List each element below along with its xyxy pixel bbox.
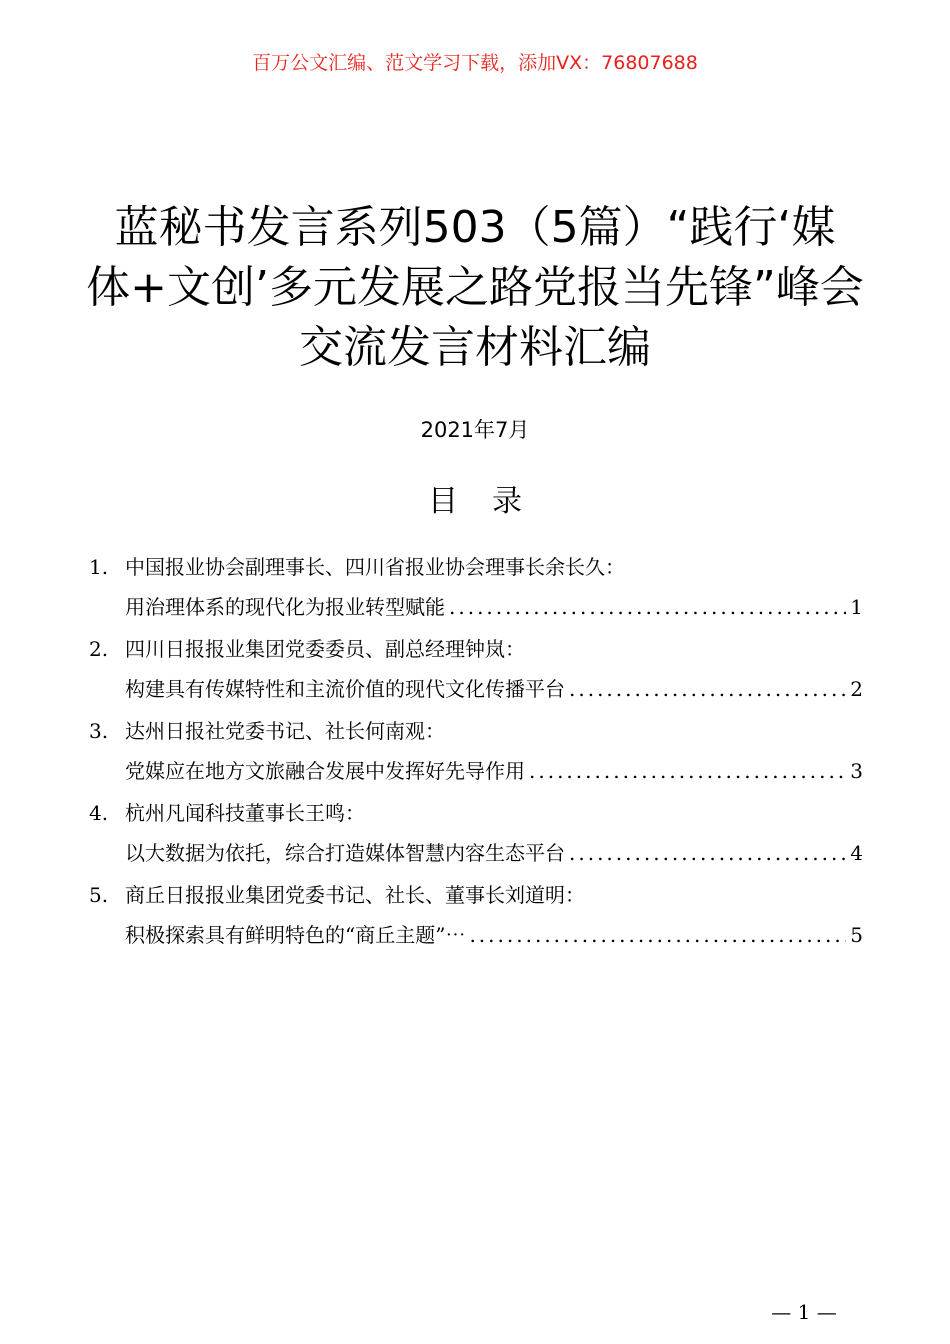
toc-number: 3. [89, 719, 109, 743]
title-line-1: 蓝秘书发言系列503（5篇）“践行‘媒 [114, 202, 836, 253]
toc-entry[interactable] [89, 716, 863, 786]
toc-page-number: 3 [850, 759, 863, 783]
toc-number: 5. [89, 883, 109, 907]
toc-topic: 以大数据为依托，综合打造媒体智慧内容生态平台 [125, 841, 565, 865]
toc-page-number: 2 [850, 677, 863, 701]
toc-number: 4. [89, 801, 109, 825]
toc-entry[interactable] [89, 798, 863, 868]
title-line-2: 体+文创’多元发展之路党报当先锋”峰会 [86, 262, 864, 313]
toc-page-number: 1 [850, 595, 863, 619]
toc-speaker-line [89, 880, 863, 910]
toc-topic: 党媒应在地方文旅融合发展中发挥好先导作用 [125, 759, 525, 783]
toc-entry[interactable] [89, 880, 863, 950]
download-notice: 百万公文汇编、范文学习下载，添加VX：76807688 [252, 52, 698, 74]
toc-topic: 用治理体系的现代化为报业转型赋能 [125, 595, 445, 619]
toc-leader-dots [449, 592, 846, 622]
page-footer-number: — 1 — [771, 1300, 837, 1324]
toc-leader-dots [569, 674, 846, 704]
table-of-contents [89, 552, 863, 962]
toc-topic-line [89, 920, 863, 950]
toc-topic: 构建具有传媒特性和主流价值的现代文化传播平台 [125, 677, 565, 701]
toc-speaker: 商丘日报报业集团党委书记、社长、董事长刘道明： [125, 883, 585, 907]
toc-page-number: 5 [850, 923, 863, 947]
document-date: 2021年7月 [420, 418, 530, 442]
toc-speaker: 中国报业协会副理事长、四川省报业协会理事长余长久： [125, 555, 625, 579]
toc-speaker: 四川日报报业集团党委委员、副总经理钟岚： [125, 637, 525, 661]
toc-speaker: 杭州凡闻科技董事长王鸣： [125, 801, 365, 825]
toc-topic: 积极探索具有鲜明特色的“商丘主题”⋯ [125, 923, 466, 947]
toc-leader-dots [569, 838, 846, 868]
toc-number: 1. [89, 555, 109, 579]
toc-heading: 目录 [428, 484, 556, 519]
toc-topic-line [89, 756, 863, 786]
toc-number: 2. [89, 637, 109, 661]
title-line-3: 交流发言材料汇编 [299, 322, 651, 373]
toc-speaker: 达州日报社党委书记、社长何南观： [125, 719, 445, 743]
toc-speaker-line [89, 552, 863, 582]
toc-page-number: 4 [850, 841, 863, 865]
toc-speaker-line [89, 634, 863, 664]
toc-leader-dots [529, 756, 846, 786]
toc-topic-line [89, 592, 863, 622]
toc-topic-line [89, 838, 863, 868]
document-title [60, 198, 890, 378]
toc-speaker-line [89, 716, 863, 746]
toc-topic-line [89, 674, 863, 704]
toc-entry[interactable] [89, 634, 863, 704]
toc-leader-dots [469, 920, 846, 950]
toc-entry[interactable] [89, 552, 863, 622]
toc-speaker-line [89, 798, 863, 828]
